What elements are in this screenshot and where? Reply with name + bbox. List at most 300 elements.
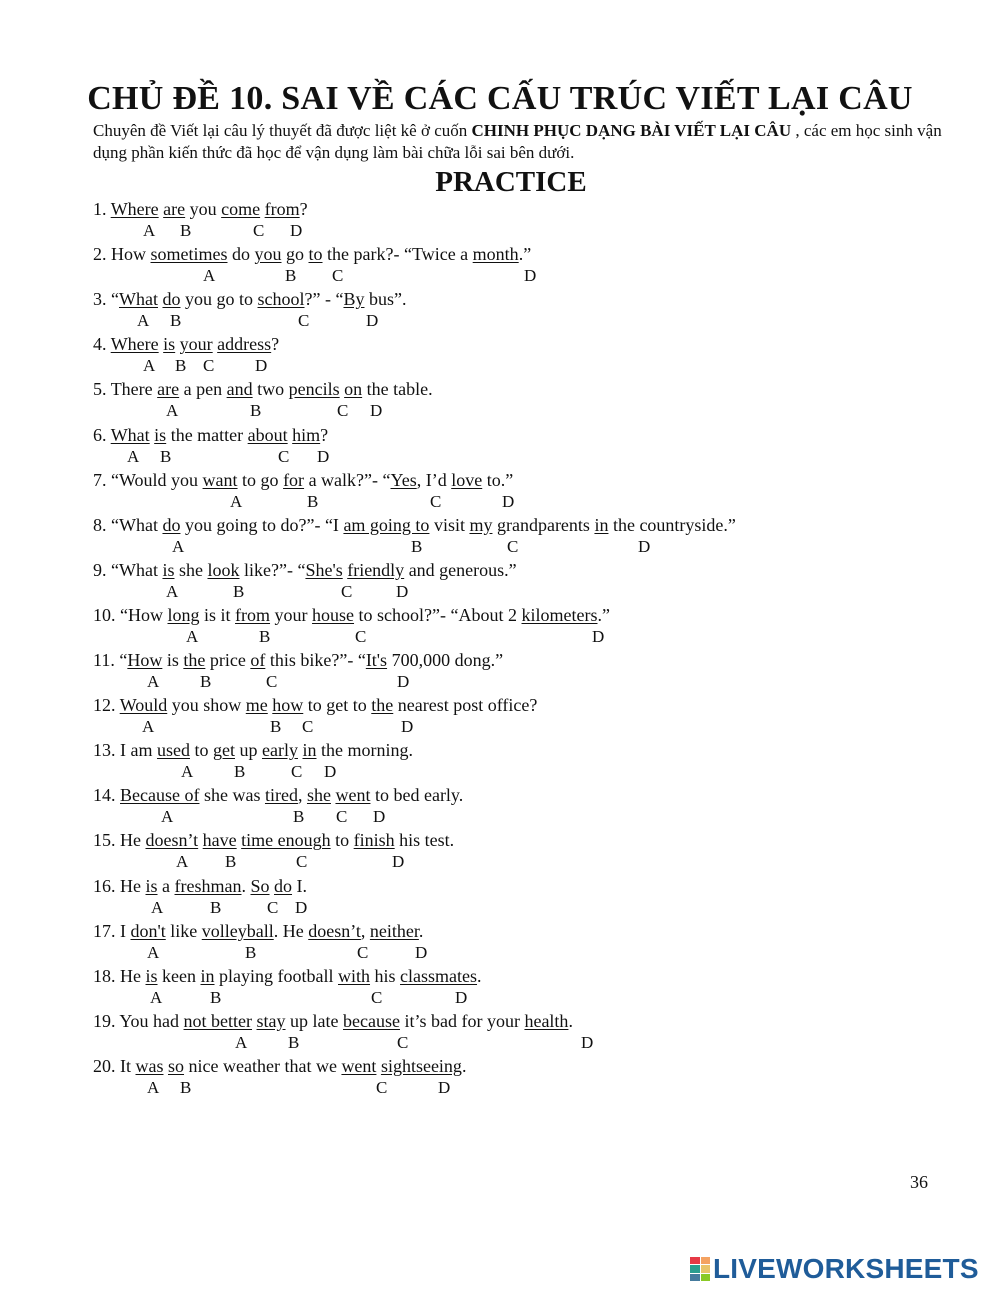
underlined-option: you — [254, 244, 282, 265]
brand-logo-icon — [690, 1257, 710, 1281]
question-text: 700,000 dong.” — [387, 650, 504, 670]
question-number: 14. — [93, 785, 120, 806]
option-letter-d: D — [455, 987, 468, 1007]
option-letter-c: C — [430, 491, 442, 511]
question-number: 6. — [93, 424, 111, 445]
option-letter-c: C — [298, 311, 310, 331]
option-letter-b: B — [180, 1077, 192, 1097]
underlined-option: don't — [130, 920, 166, 941]
question-number: 13. — [93, 740, 120, 761]
underlined-option: is — [162, 559, 175, 580]
option-letter-a: A — [203, 266, 216, 286]
underlined-option: do — [274, 875, 293, 896]
option-letter-d: D — [415, 942, 428, 962]
option-letter-c: C — [341, 581, 353, 601]
question-text: the park?- “Twice a — [322, 244, 473, 265]
question-number: 15. — [93, 830, 120, 851]
option-letters-row — [0, 537, 1000, 557]
question-18 — [93, 966, 482, 987]
underlined-option: do — [162, 289, 181, 310]
question-text: “ — [119, 650, 128, 670]
question-7 — [93, 470, 513, 491]
intro-paragraph — [93, 120, 943, 164]
option-letters-row — [0, 852, 1000, 872]
option-letter-b: B — [245, 942, 257, 962]
option-letter-a: A — [147, 672, 160, 691]
option-letters-row — [0, 1078, 1000, 1098]
underlined-option: early — [262, 740, 298, 761]
underlined-option: What — [110, 424, 150, 445]
underlined-option: she — [306, 785, 331, 806]
underlined-option: It's — [365, 650, 388, 670]
option-letters-row — [0, 762, 1000, 782]
underlined-option: Because of — [120, 785, 200, 806]
option-letter-c: C — [371, 987, 383, 1007]
option-letter-c: C — [507, 536, 519, 556]
intro-text: Chuyên đề Viết lại câu lý thuyết đã được liệt kê ở cuốn — [93, 121, 472, 140]
underlined-option: classmates — [400, 965, 478, 986]
question-text: I. — [292, 875, 308, 896]
question-text: “How — [120, 604, 168, 625]
question-text: . — [477, 965, 482, 986]
underlined-option: from — [235, 604, 271, 625]
underlined-option: me — [245, 695, 268, 716]
underlined-option: freshman — [174, 875, 242, 896]
option-letter-a: A — [166, 581, 179, 601]
option-letter-b: B — [234, 762, 246, 782]
question-text: “What — [111, 514, 163, 535]
question-5 — [93, 379, 433, 400]
question-text: to get to — [303, 695, 372, 716]
question-text: keen — [157, 965, 201, 986]
question-text: .” — [518, 244, 532, 265]
question-text: is it — [199, 604, 236, 625]
question-text: the table. — [362, 379, 433, 400]
question-text: “What — [111, 559, 163, 580]
brand-name: LIVEWORKSHEETS — [713, 1253, 979, 1284]
option-letter-b: B — [288, 1032, 300, 1052]
question-number: 20. — [93, 1055, 120, 1076]
underlined-option: because — [343, 1010, 400, 1031]
option-letters-row — [0, 807, 1000, 827]
question-number: 5. — [93, 379, 111, 400]
underlined-option: went — [341, 1055, 377, 1076]
underlined-option: address — [217, 334, 272, 355]
underlined-option: so — [168, 1055, 185, 1076]
question-text: , I’d — [416, 469, 452, 490]
question-text: “ — [111, 289, 119, 310]
option-letter-c: C — [253, 221, 265, 240]
underlined-option: stay — [256, 1010, 286, 1031]
question-number: 4. — [93, 334, 111, 355]
option-letter-a: A — [166, 401, 179, 421]
page-number: 36 — [910, 1172, 928, 1192]
question-text: you go to — [180, 289, 258, 310]
underlined-option: month — [472, 244, 519, 265]
option-letters-row — [0, 627, 1000, 647]
question-17 — [93, 921, 423, 942]
underlined-option: for — [283, 469, 305, 490]
option-letter-a: A — [172, 536, 185, 556]
question-10 — [93, 605, 610, 626]
question-text: the morning. — [316, 740, 413, 761]
underlined-option: school — [257, 289, 305, 310]
question-text: like — [165, 920, 202, 941]
underlined-option: get — [213, 740, 235, 761]
option-letter-a: A — [151, 897, 164, 917]
option-letters-row — [0, 311, 1000, 331]
question-text: a walk?”- “ — [304, 469, 391, 490]
question-number: 8. — [93, 514, 111, 535]
underlined-option: want — [202, 469, 238, 490]
question-text: . He — [273, 920, 309, 941]
underlined-option: is — [145, 965, 158, 986]
underlined-option: is — [163, 334, 176, 355]
option-letters-row — [0, 943, 1000, 963]
option-letter-d: D — [581, 1032, 594, 1052]
question-number: 3. — [93, 289, 111, 310]
underlined-option: am going to — [343, 514, 430, 535]
option-letter-a: A — [147, 942, 160, 962]
question-text: visit — [429, 514, 470, 535]
question-text: It — [120, 1055, 136, 1076]
option-letters-row — [0, 672, 1000, 692]
question-number: 1. — [93, 199, 111, 219]
question-text: I am — [120, 740, 157, 761]
option-letters-row — [0, 447, 1000, 467]
question-text: she — [174, 559, 208, 580]
option-letter-b: B — [200, 672, 212, 691]
option-letter-b: B — [233, 581, 245, 601]
underlined-option: of — [250, 650, 266, 670]
underlined-option: with — [338, 965, 371, 986]
underlined-option: By — [343, 289, 365, 310]
question-text: she was — [199, 785, 265, 806]
question-14 — [93, 785, 463, 806]
question-text: . — [418, 920, 424, 941]
option-letter-a: A — [161, 807, 174, 827]
question-1 — [93, 199, 308, 220]
option-letter-d: D — [592, 626, 605, 646]
option-letter-b: B — [210, 897, 222, 917]
question-8 — [93, 515, 736, 536]
underlined-option: was — [135, 1055, 164, 1076]
underlined-option: love — [451, 469, 483, 490]
option-letter-b: B — [210, 987, 222, 1007]
underlined-option: from — [264, 199, 300, 219]
question-text: you — [185, 199, 222, 219]
option-letter-d: D — [255, 356, 268, 376]
underlined-option: She's — [305, 559, 343, 580]
question-text: this bike?”- “ — [265, 650, 366, 670]
question-text: and generous.” — [404, 559, 517, 580]
option-letters-row — [0, 898, 1000, 918]
underlined-option: Where — [110, 334, 159, 355]
underlined-option: What — [119, 289, 158, 310]
question-number: 2. — [93, 244, 111, 265]
option-letter-a: A — [143, 356, 156, 376]
underlined-option: are — [157, 379, 180, 400]
question-text: up late — [285, 1010, 343, 1031]
question-text: is — [162, 650, 184, 670]
question-text: You had — [119, 1010, 184, 1031]
option-letter-d: D — [370, 401, 383, 421]
question-20 — [93, 1056, 466, 1077]
question-text: his test. — [394, 830, 455, 851]
underlined-option: on — [344, 379, 363, 400]
underlined-option: have — [202, 830, 237, 851]
option-letter-d: D — [295, 897, 308, 917]
option-letter-d: D — [317, 446, 330, 466]
question-number: 11. — [93, 650, 120, 670]
underlined-option: your — [179, 334, 213, 355]
question-2 — [93, 244, 531, 265]
underlined-option: the — [371, 695, 394, 716]
underlined-option: friendly — [347, 559, 405, 580]
question-text: do — [227, 244, 255, 265]
option-letter-a: A — [142, 717, 155, 737]
question-text: up — [235, 740, 262, 761]
option-letter-d: D — [638, 536, 651, 556]
question-text: it’s bad for your — [399, 1010, 525, 1031]
option-letter-a: A — [176, 852, 189, 872]
option-letter-c: C — [266, 672, 278, 691]
question-text: to — [330, 830, 354, 851]
question-number: 19. — [93, 1010, 120, 1031]
question-text: a — [157, 875, 175, 896]
underlined-option: my — [469, 514, 493, 535]
question-text: , — [297, 785, 307, 806]
option-letter-a: A — [143, 221, 156, 240]
underlined-option: is — [154, 424, 167, 445]
underlined-option: went — [335, 785, 371, 806]
question-text: ? — [320, 424, 329, 445]
question-number: 18. — [93, 965, 120, 986]
underlined-option: volleyball — [201, 920, 274, 941]
question-text: He — [120, 965, 146, 986]
option-letter-d: D — [392, 852, 405, 872]
brand-logo — [690, 1254, 979, 1284]
question-text: the countryside.” — [608, 514, 736, 535]
underlined-option: sometimes — [150, 244, 228, 265]
option-letter-c: C — [203, 356, 215, 376]
underlined-option: not better — [183, 1010, 253, 1031]
option-letter-c: C — [337, 401, 349, 421]
underlined-option: kilometers — [521, 604, 598, 625]
question-text: two — [252, 379, 289, 400]
option-letter-c: C — [357, 942, 369, 962]
option-letter-b: B — [180, 221, 192, 240]
option-letter-b: B — [307, 491, 319, 511]
question-6 — [93, 425, 328, 446]
option-letter-a: A — [150, 987, 163, 1007]
option-letter-a: A — [137, 311, 150, 331]
question-text: . — [461, 1055, 467, 1076]
underlined-option: doesn’t — [145, 830, 199, 851]
option-letter-d: D — [324, 762, 337, 782]
underlined-option: finish — [353, 830, 395, 851]
underlined-option: used — [156, 740, 190, 761]
underlined-option: So — [250, 875, 270, 896]
question-text: to go — [237, 469, 284, 490]
question-number: 9. — [93, 559, 111, 580]
question-text: you going to do?”- “I — [180, 514, 344, 535]
question-text: .” — [597, 604, 610, 625]
option-letter-c: C — [376, 1077, 388, 1097]
option-letter-a: A — [127, 446, 140, 466]
underlined-option: Yes — [390, 469, 417, 490]
option-letters-row — [0, 492, 1000, 512]
intro-text-continued: , các em học sinh vận dụng phần kiến thức đã học để vận dụng làm bài chữa lỗi sai bên dưới. — [93, 121, 942, 162]
question-text: ? — [271, 334, 280, 355]
question-4 — [93, 334, 279, 355]
question-text: go — [281, 244, 309, 265]
option-letters-row — [0, 356, 1000, 376]
underlined-option: in — [200, 965, 215, 986]
option-letter-b: B — [175, 356, 187, 376]
question-11 — [93, 650, 503, 671]
option-letter-c: C — [355, 626, 367, 646]
option-letter-d: D — [524, 266, 537, 286]
question-text: playing football — [214, 965, 338, 986]
option-letter-a: A — [147, 1077, 160, 1097]
question-text: There — [110, 379, 158, 400]
option-letter-a: A — [230, 491, 243, 511]
underlined-option: doesn’t — [308, 920, 361, 941]
question-text: . — [241, 875, 251, 896]
option-letter-a: A — [181, 762, 194, 782]
option-letter-c: C — [397, 1032, 409, 1052]
option-letters-row — [0, 1033, 1000, 1053]
underlined-option: Where — [110, 199, 159, 219]
question-text: the matter — [166, 424, 248, 445]
option-letters-row — [0, 401, 1000, 421]
underlined-option: Would — [119, 695, 168, 716]
question-text: ? — [299, 199, 308, 219]
question-19 — [93, 1011, 573, 1032]
intro-book-title: CHINH PHỤC DẠNG BÀI VIẾT LẠI CÂU — [471, 121, 792, 140]
underlined-option: are — [163, 199, 186, 219]
underlined-option: How — [127, 650, 163, 670]
underlined-option: the — [183, 650, 206, 670]
question-text: nice weather that we — [184, 1055, 342, 1076]
question-text: ?” - “ — [304, 289, 344, 310]
option-letter-d: D — [373, 807, 386, 827]
question-text: . — [568, 1010, 573, 1031]
option-letter-d: D — [502, 491, 515, 511]
underlined-option: sightseeing — [380, 1055, 462, 1076]
question-text: bus”. — [364, 289, 407, 310]
option-letter-a: A — [235, 1032, 248, 1052]
underlined-option: about — [247, 424, 288, 445]
question-text: your — [270, 604, 313, 625]
option-letter-c: C — [336, 807, 348, 827]
question-text: to — [189, 740, 213, 761]
question-text: you show — [167, 695, 246, 716]
question-text: How — [111, 244, 151, 265]
question-text: price — [205, 650, 251, 670]
question-text: “Would you — [111, 469, 203, 490]
question-number: 17. — [93, 920, 120, 941]
option-letter-d: D — [396, 581, 409, 601]
underlined-option: how — [272, 695, 304, 716]
option-letters-row — [0, 266, 1000, 286]
option-letter-b: B — [170, 311, 182, 331]
question-text: I — [120, 920, 131, 941]
option-letter-d: D — [438, 1077, 451, 1097]
option-letter-d: D — [366, 311, 379, 331]
underlined-option: neither — [369, 920, 419, 941]
underlined-option: long — [167, 604, 200, 625]
option-letter-c: C — [332, 266, 344, 286]
option-letter-d: D — [401, 717, 414, 737]
option-letter-b: B — [250, 401, 262, 421]
underlined-option: come — [221, 199, 261, 219]
question-text: his — [370, 965, 401, 986]
question-number: 10. — [93, 604, 120, 625]
question-text: nearest post office? — [393, 695, 538, 716]
option-letter-b: B — [259, 626, 271, 646]
option-letter-b: B — [160, 446, 172, 466]
underlined-option: him — [292, 424, 321, 445]
underlined-option: time enough — [241, 830, 331, 851]
question-text: He — [120, 830, 146, 851]
question-12 — [93, 695, 537, 716]
underlined-option: look — [207, 559, 240, 580]
option-letter-a: A — [186, 626, 199, 646]
underlined-option: is — [145, 875, 158, 896]
option-letters-row — [0, 988, 1000, 1008]
question-16 — [93, 876, 307, 897]
option-letter-c: C — [302, 717, 314, 737]
page-title: CHỦ ĐỀ 10. SAI VỀ CÁC CẤU TRÚC VIẾT LẠI CÂU — [87, 80, 913, 117]
question-number: 16. — [93, 875, 120, 896]
question-13 — [93, 740, 413, 761]
option-letter-b: B — [293, 807, 305, 827]
option-letter-c: C — [267, 897, 279, 917]
underlined-option: tired — [264, 785, 298, 806]
question-text: , — [360, 920, 370, 941]
option-letter-c: C — [291, 762, 303, 782]
option-letter-b: B — [225, 852, 237, 872]
question-text: to bed early. — [370, 785, 464, 806]
question-3 — [93, 289, 406, 310]
question-15 — [93, 830, 454, 851]
option-letter-b: B — [270, 717, 282, 737]
option-letters-row — [0, 717, 1000, 737]
question-text: grandparents — [492, 514, 595, 535]
question-text: He — [120, 875, 146, 896]
question-text: a pen — [179, 379, 227, 400]
underlined-option: in — [302, 740, 317, 761]
underlined-option: pencils — [288, 379, 340, 400]
question-text: like?”- “ — [239, 559, 306, 580]
underlined-option: house — [312, 604, 355, 625]
question-number: 7. — [93, 469, 111, 490]
option-letters-row — [0, 582, 1000, 602]
question-text: to school?”- “About 2 — [354, 604, 522, 625]
underlined-option: health — [524, 1010, 569, 1031]
option-letter-c: C — [296, 852, 308, 872]
option-letter-b: B — [411, 536, 423, 556]
option-letter-d: D — [290, 221, 303, 240]
option-letters-row — [0, 221, 1000, 241]
option-letter-c: C — [278, 446, 290, 466]
section-heading: PRACTICE — [435, 166, 587, 198]
question-text: to.” — [482, 469, 514, 490]
underlined-option: to — [308, 244, 323, 265]
question-9 — [93, 560, 517, 581]
